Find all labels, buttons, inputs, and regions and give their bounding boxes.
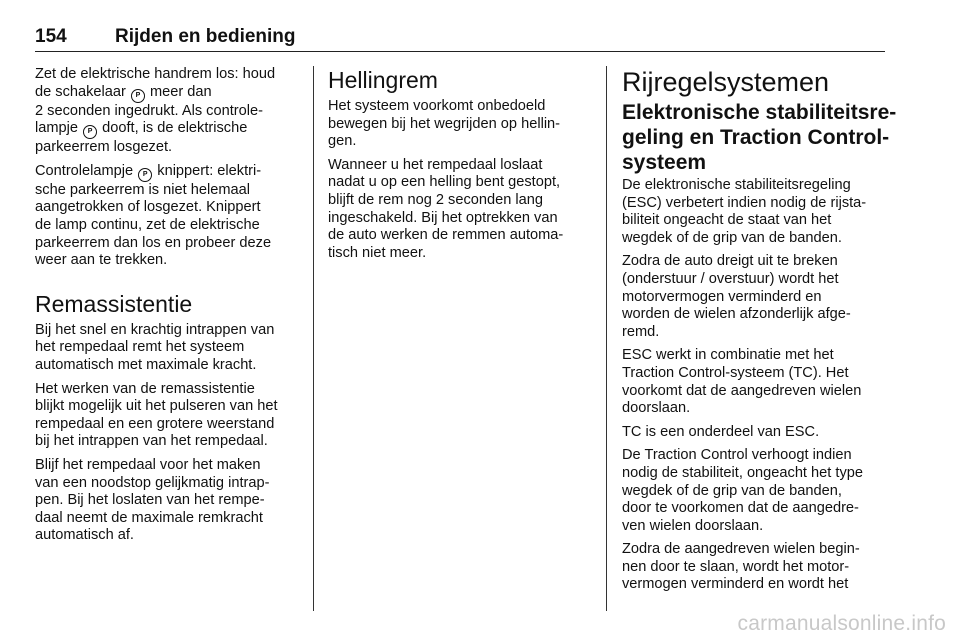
column-middle [328,66,593,268]
paragraph-tc-slip: Zodra de aangedreven wielen begin- nen door te slaan, wordt het motor- vermogen verminderd en wordt het [622,541,860,593]
paragraph-esc-intro: De elektronische stabiliteitsregeling (ESC) verbetert indien nodig de rijsta- biliteit ongeacht de staat van het wegdek of de grip van de banden. [622,177,867,246]
heading-esc-tc: Elektronische stabiliteitsre- geling en Traction Control- systeem [622,101,897,174]
paragraph-hill-hold-release: Wanneer u het rempedaal loslaat nadat u op een helling bent gestopt, blijft de rem nog 2 seconden lang ingeschakeld. Bij het optrekken van de auto werken de remmen automa- tisch niet meer. [328,156,564,261]
page-header [35,22,885,54]
page-number: 154 [35,26,67,47]
paragraph-tc-part: TC is een onderdeel van ESC. [622,423,820,440]
paragraph-hill-hold: Het systeem voorkomt onbedoeld bewegen bij het wegrijden op hellin- gen. [328,98,561,150]
column-right [622,66,897,600]
heading-rijregelsystemen: Rijregelsystemen [622,67,830,97]
section-title: Rijden en bediening [115,26,296,47]
column-left [35,66,305,551]
paragraph-release-brake: Zet de elektrische handrem los: houd de schakelaar P meer dan 2 seconden ingedrukt. Als controle- lampje P dooft, is de elektrische parkeerrem losgezet. [35,66,276,156]
paragraph-esc-skid: Zodra de auto dreigt uit te breken (onderstuur / overstuur) wordt het motorvermogen verminderd en worden de wielen afzonderlijk afge- remd. [622,253,851,340]
paragraph-tc-stability: De Traction Control verhoogt indien nodig de stabiliteit, ongeacht het type wegdek of de grip van de banden, door te voorkomen dat de aangedre- ven wielen doorslaan. [622,447,863,534]
paragraph-warning-lamp: Controlelampje P knippert: elektri- sche parkeerrem is niet helemaal aangetrokken of losgezet. Knippert de lamp continu, zet de elektrische parkeerrem dan los en probeer deze weer aan te trekken. [35,162,272,269]
column-divider [606,66,607,611]
parking-brake-icon: P [131,89,145,103]
paragraph-esc-tc: ESC werkt in combinatie met het Traction Control-systeem (TC). Het voorkomt dat de aangedreven wielen doorslaan. [622,347,862,417]
heading-remassistentie: Remassistentie [35,290,193,317]
watermark: carmanualsonline.info [737,612,946,635]
header-divider [35,51,885,52]
heading-hellingrem: Hellingrem [328,67,438,93]
paragraph-emergency-stop: Blijf het rempedaal voor het maken van een noodstop gelijkmatig intrap- pen. Bij het loslaten van het rempe- daal neemt de maximale remkracht automatisch af. [35,456,270,544]
parking-brake-icon: P [83,125,97,139]
column-divider [313,66,314,611]
paragraph-brake-assist-pulse: Het werken van de remassistentie blijkt mogelijk uit het pulseren van het rempedaal en een grotere weerstand bij het intrappen van het rempedaal. [35,380,278,450]
parking-brake-icon: P [138,168,152,182]
paragraph-brake-assist: Bij het snel en krachtig intrappen van het rempedaal remt het systeem automatisch met maximale kracht. [35,321,275,373]
